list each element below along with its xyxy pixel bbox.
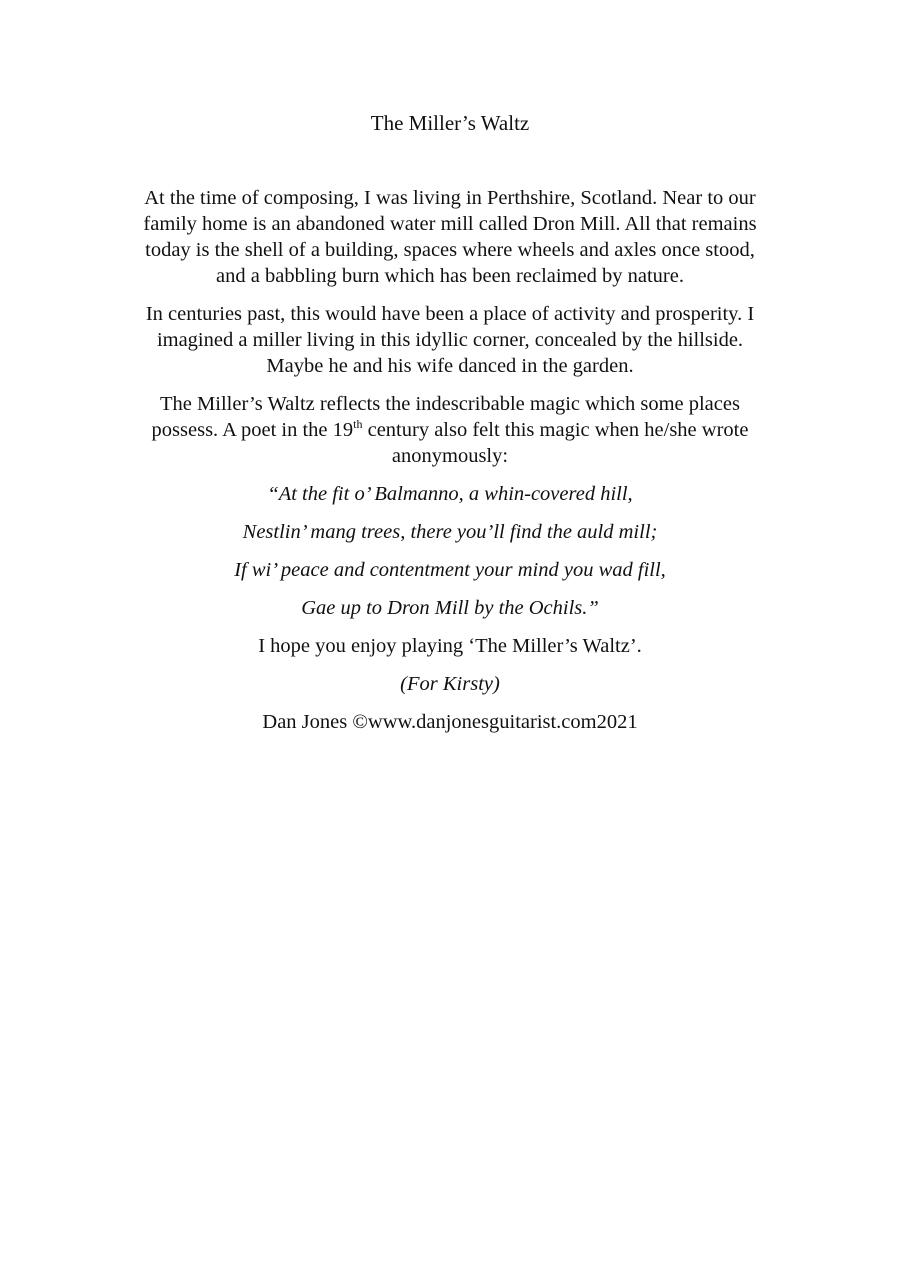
verse-line: “At the fit o’ Balmanno, a whin-covered hill,: [267, 483, 633, 505]
document-title: The Miller’s Waltz: [370, 111, 530, 135]
paragraph-line: today is the shell of a building, spaces where wheels and axles once stood,: [145, 239, 755, 261]
verse-line: If wi’ peace and contentment your mind you wad fill,: [234, 559, 666, 581]
document-body: [110, 185, 790, 735]
paragraph-line: In centuries past, this would have been a place of activity and prosperity. I: [145, 303, 755, 325]
text-segment: century also felt this magic when he/she wrote: [362, 419, 749, 441]
paragraph-line: The Miller’s Waltz reflects the indescribable magic which some places: [160, 393, 740, 415]
closing-line: I hope you enjoy playing ‘The Miller’s Waltz’.: [258, 635, 642, 657]
verse-line: Gae up to Dron Mill by the Ochils.”: [301, 597, 599, 619]
paragraph-line: At the time of composing, I was living in Perthshire, Scotland. Near to our: [144, 187, 756, 209]
paragraph-line: and a babbling burn which has been reclaimed by nature.: [216, 265, 684, 287]
dedication-line: (For Kirsty): [400, 673, 500, 695]
paragraph-magic: [110, 391, 790, 469]
paragraph-line: imagined a miller living in this idyllic corner, concealed by the hillside.: [156, 329, 744, 351]
paragraph-line: Maybe he and his wife danced in the garden.: [266, 355, 634, 377]
verse-line: Nestlin’ mang trees, there you’ll find the auld mill;: [242, 521, 658, 543]
paragraph-line: [110, 417, 790, 443]
paragraph-line: anonymously:: [391, 445, 509, 467]
paragraph-centuries: [110, 301, 790, 379]
paragraph-line: family home is an abandoned water mill called Dron Mill. All that remains: [143, 213, 757, 235]
signature-line: Dan Jones ©www.danjonesguitarist.com2021: [262, 711, 638, 733]
text-segment: possess. A poet in the 19: [151, 419, 354, 441]
paragraph-composing: [110, 185, 790, 289]
superscript-ordinal: th: [353, 417, 363, 431]
